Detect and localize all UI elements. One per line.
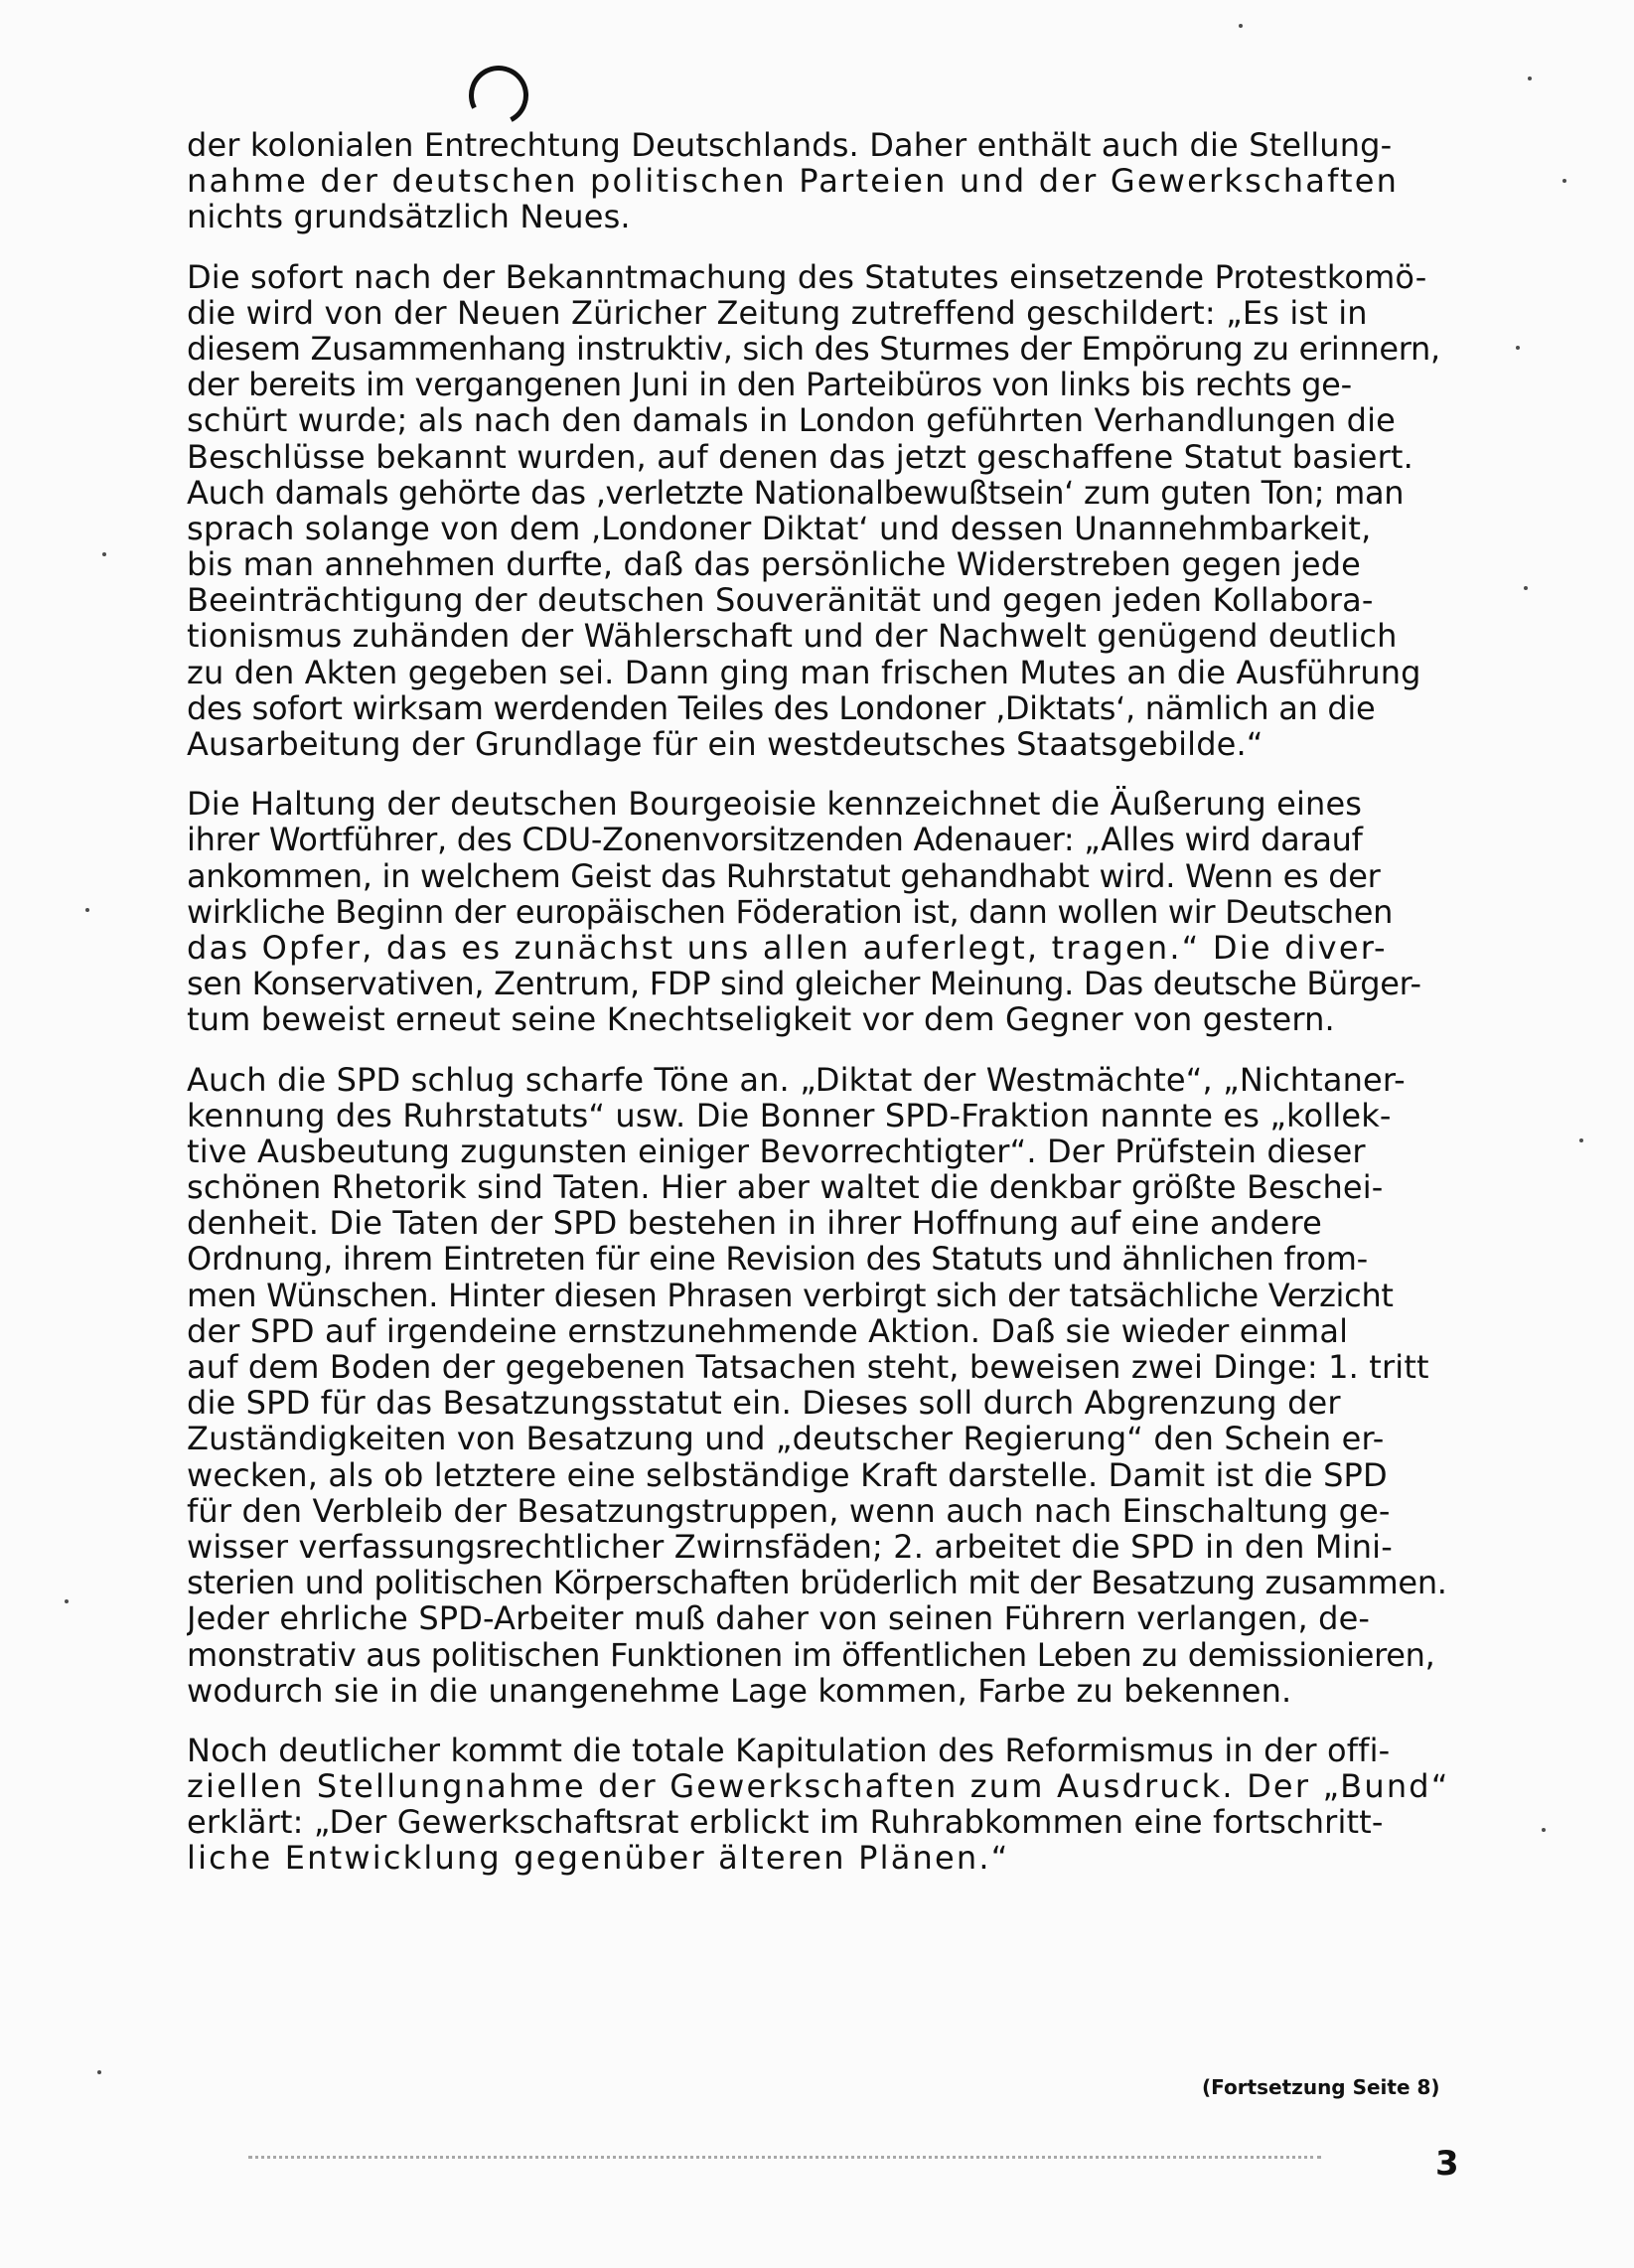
paragraph-line: für den Verbleib der Besatzungstruppen, wenn auch nach Einschaltung ge- <box>187 1492 1391 1529</box>
continued-note: (Fortsetzung Seite 8) <box>1202 2075 1440 2099</box>
scan-speck <box>85 908 89 912</box>
paragraph-4 <box>187 1062 1478 1709</box>
paragraph-line: zu den Akten gegeben sei. Dann ging man frischen Mutes an die Ausführung <box>187 654 1421 690</box>
paragraph-line: wodurch sie in die unangenehme Lage kommen, Farbe zu bekennen. <box>187 1672 1292 1709</box>
scan-speck <box>1542 1828 1546 1832</box>
paragraph-5 <box>187 1733 1478 1877</box>
paragraph-line: kennung des Ruhrstatuts“ usw. Die Bonner SPD-Fraktion nannte es „kollek- <box>187 1097 1392 1134</box>
paragraph-line: tum beweist erneut seine Knechtseligkeit vor dem Gegner von gestern. <box>187 1001 1335 1038</box>
paragraph-2 <box>187 259 1478 763</box>
paragraph-line: des sofort wirksam werdenden Teiles des Londoner ‚Diktats‘, nämlich an die <box>187 689 1376 726</box>
paragraph-line: erklärt: „Der Gewerkschaftsrat erblickt im Ruhrabkommen eine fortschritt- <box>187 1804 1384 1841</box>
paragraph-line: die wird von der Neuen Züricher Zeitung zutreffend geschildert: „Es ist in <box>187 294 1368 331</box>
paragraph-line: Beschlüsse bekannt wurden, auf denen das jetzt geschaffene Statut basiert. <box>187 438 1413 475</box>
paragraph-line: bis man annehmen durfte, daß das persönliche Widerstreben gegen jede <box>187 546 1362 583</box>
paragraph-line: Beeinträchtigung der deutschen Souveränität und gegen jeden Kollabora- <box>187 582 1374 619</box>
scan-speck <box>1516 346 1520 350</box>
paragraph-line: nahme der deutschen politischen Parteien und der Gewerkschaften <box>187 163 1400 200</box>
page-number: 3 <box>1435 2144 1459 2184</box>
scan-speck <box>1528 76 1532 80</box>
paragraph-line: schürt wurde; als nach den damals in London geführten Verhandlungen die <box>187 402 1396 439</box>
paragraph-line: Die sofort nach der Bekanntmachung des Statutes einsetzende Protestkomö- <box>187 258 1427 295</box>
scan-speck <box>1524 586 1528 590</box>
paragraph-line: schönen Rhetorik sind Taten. Hier aber waltet die denkbar größte Beschei- <box>187 1169 1384 1206</box>
paragraph-line: Jeder ehrliche SPD-Arbeiter muß daher von seinen Führern verlangen, de- <box>187 1600 1371 1637</box>
paragraph-line: tive Ausbeutung zugunsten einiger Bevorrechtigter“. Der Prüfstein dieser <box>187 1133 1366 1170</box>
scan-speck <box>65 1599 69 1603</box>
scan-speck <box>1239 24 1243 28</box>
paragraph-line: Ordnung, ihrem Eintreten für eine Revision des Statuts und ähnlichen from- <box>187 1241 1368 1278</box>
paragraph-line: tionismus zuhänden der Wählerschaft und der Nachwelt genügend deutlich <box>187 618 1398 655</box>
paragraph-line: der SPD auf irgendeine ernstzunehmende Aktion. Daß sie wieder einmal <box>187 1312 1349 1349</box>
paragraph-line: Noch deutlicher kommt die totale Kapitulation des Reformismus in der offi- <box>187 1732 1391 1769</box>
paragraph-line: denheit. Die Taten der SPD bestehen in ihrer Hoffnung auf eine andere <box>187 1205 1322 1242</box>
paragraph-line: liche Entwicklung gegenüber älteren Plänen.“ <box>187 1840 1010 1877</box>
paragraph-line: wisser verfassungsrechtlicher Zwirnsfäden; 2. arbeitet die SPD in den Mini- <box>187 1528 1393 1566</box>
paragraph-line: sterien und politischen Körperschaften brüderlich mit der Besatzung zusammen. <box>187 1565 1447 1601</box>
paragraph-line: nichts grundsätzlich Neues. <box>187 199 631 235</box>
paragraph-line: das Opfer, das es zunächst uns allen auferlegt, tragen.“ Die diver- <box>187 929 1388 967</box>
scan-speck <box>1562 179 1566 183</box>
paragraph-line: diesem Zusammenhang instruktiv, sich des Sturmes der Empörung zu erinnern, <box>187 330 1440 368</box>
paragraph-line: ziellen Stellungnahme der Gewerkschaften zum Ausdruck. Der „Bund“ <box>187 1768 1450 1805</box>
paragraph-line: sen Konservativen, Zentrum, FDP sind gleicher Meinung. Das deutsche Bürger- <box>187 966 1421 1002</box>
paragraph-line: monstrativ aus politischen Funktionen im öffentlichen Leben zu demissionieren, <box>187 1636 1435 1673</box>
paragraph-line: Auch die SPD schlug scharfe Töne an. „Diktat der Westmächte“, „Nichtaner- <box>187 1061 1406 1098</box>
paragraph-line: wecken, als ob letztere eine selbständige Kraft darstelle. Damit ist die SPD <box>187 1456 1388 1493</box>
paragraph-line: auf dem Boden der gegebenen Tatsachen steht, beweisen zwei Dinge: 1. tritt <box>187 1349 1429 1386</box>
paragraph-line: wirkliche Beginn der europäischen Föderation ist, dann wollen wir Deutschen <box>187 893 1394 930</box>
paragraph-line: der bereits im vergangenen Juni in den Parteibüros von links bis rechts ge- <box>187 367 1352 403</box>
paragraph-line: der kolonialen Entrechtung Deutschlands. Daher enthält auch die Stellung- <box>187 127 1393 164</box>
paragraph-line: ankommen, in welchem Geist das Ruhrstatut gehandhabt wird. Wenn es der <box>187 857 1381 894</box>
scan-speck <box>97 2070 101 2074</box>
paragraph-3 <box>187 786 1478 1037</box>
paragraph-line: men Wünschen. Hinter diesen Phrasen verbirgt sich der tatsächliche Verzicht <box>187 1277 1394 1313</box>
scan-speck <box>1579 1138 1583 1142</box>
paragraph-1 <box>187 127 1478 235</box>
paragraph-line: ihrer Wortführer, des CDU-Zonenvorsitzenden Adenauer: „Alles wird darauf <box>187 822 1363 858</box>
paragraph-line: Die Haltung der deutschen Bourgeoisie kennzeichnet die Äußerung eines <box>187 786 1363 823</box>
paragraph-line: die SPD für das Besatzungsstatut ein. Dieses soll durch Abgrenzung der <box>187 1385 1341 1422</box>
paragraph-line: Zuständigkeiten von Besatzung und „deutscher Regierung“ den Schein er- <box>187 1421 1385 1457</box>
paragraph-line: sprach solange von dem ‚Londoner Diktat‘ und dessen Unannehmbarkeit, <box>187 510 1372 547</box>
document-text-column <box>187 127 1478 1877</box>
paragraph-line: Auch damals gehörte das ‚verletzte Nationalbewußtsein‘ zum guten Ton; man <box>187 474 1405 511</box>
scan-speck <box>102 552 106 556</box>
scan-noise-line <box>248 2156 1321 2161</box>
punch-hole-mark <box>461 58 536 133</box>
paragraph-line: Ausarbeitung der Grundlage für ein westdeutsches Staatsgebilde.“ <box>187 726 1263 763</box>
